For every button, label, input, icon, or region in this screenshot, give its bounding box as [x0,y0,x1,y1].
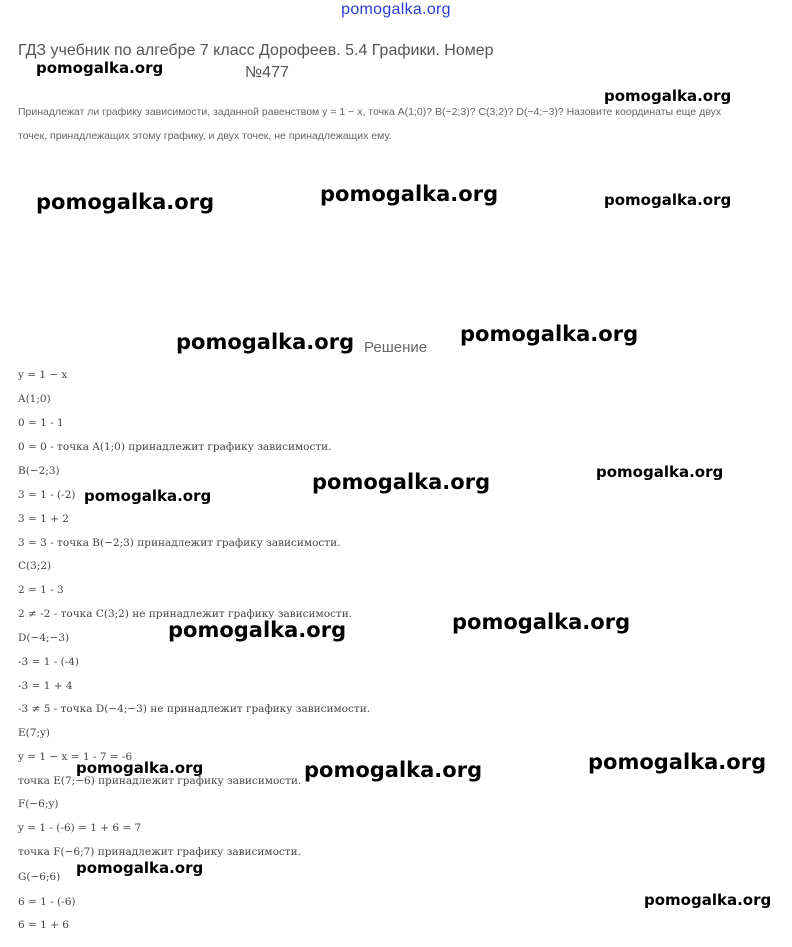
solution-line: B(−2;3) [18,465,60,477]
solution-line: y = 1 - (-6) = 1 + 6 = 7 [18,822,142,834]
watermark: pomogalka.org [452,610,631,634]
watermark: pomogalka.org [460,322,639,346]
solution-line: 3 = 1 - (-2) [18,489,76,501]
watermark: pomogalka.org [36,190,215,214]
solution-line: y = 1 − x = 1 - 7 = -6 [18,751,133,763]
title-line-1: ГДЗ учебник по алгебре 7 класс Дорофеев. 5.4 Графики. Номер [18,42,494,59]
watermark: pomogalka.org [168,618,347,642]
solution-line: 3 = 1 + 2 [18,513,69,525]
solution-line: -3 = 1 + 4 [18,680,73,692]
watermark: pomogalka.org [312,470,491,494]
watermark: pomogalka.org [596,463,724,481]
solution-line: 3 = 3 - точка B(−2;3) принадлежит графику зависимости. [18,537,341,549]
solution-line: 6 = 1 - (-6) [18,896,76,908]
solution-line: C(3;2) [18,560,52,572]
solution-line: y = 1 − x [18,369,68,381]
solution-line: G(−6;6) [18,871,61,883]
solution-line: 2 = 1 - 3 [18,584,64,596]
solution-line: F(−6;y) [18,798,59,810]
solution-line: -3 ≠ 5 - точка D(−4;−3) не принадлежит графику зависимости. [18,703,371,715]
title-line-2: №477 [245,64,289,81]
watermark: pomogalka.org [84,487,212,505]
watermark: pomogalka.org [604,191,732,209]
watermark: pomogalka.org [304,758,483,782]
solution-line: 0 = 0 - точка A(1;0) принадлежит графику зависимости. [18,441,332,453]
watermark: pomogalka.org [604,87,732,105]
solution-line: D(−4;−3) [18,632,70,644]
problem-statement [18,100,778,148]
solution-line: -3 = 1 - (-4) [18,656,80,668]
watermark: pomogalka.org [76,859,204,877]
watermark: pomogalka.org [76,759,204,777]
watermark: pomogalka.org [588,750,767,774]
site-link[interactable]: pomogalka.org [341,1,451,18]
solution-line: A(1;0) [18,393,51,405]
solution-heading: Решение [364,339,428,356]
solution-line: 2 ≠ -2 - точка C(3;2) не принадлежит графику зависимости. [18,608,353,620]
problem-line-2: точек, принадлежащих этому графику, и двух точек, не принадлежащих ему. [18,130,392,142]
watermark: pomogalka.org [320,182,499,206]
watermark: pomogalka.org [176,330,355,354]
watermark: pomogalka.org [644,891,772,909]
solution-line: E(7;y) [18,727,51,739]
solution-line: точка F(−6;7) принадлежит графику зависимости. [18,846,301,858]
watermark: pomogalka.org [36,59,164,77]
solution-line: точка E(7;−6) принадлежит графику зависимости. [18,775,302,787]
problem-line-1: Принадлежат ли графику зависимости, заданной равенством y = 1 − x, точка A(1;0)? B(−2;3)? C(3;2)? D(−4;−3)? Назовите координаты еще двух [18,106,722,118]
solution-line: 6 = 1 + 6 [18,919,69,931]
solution-line: 0 = 1 - 1 [18,417,64,429]
